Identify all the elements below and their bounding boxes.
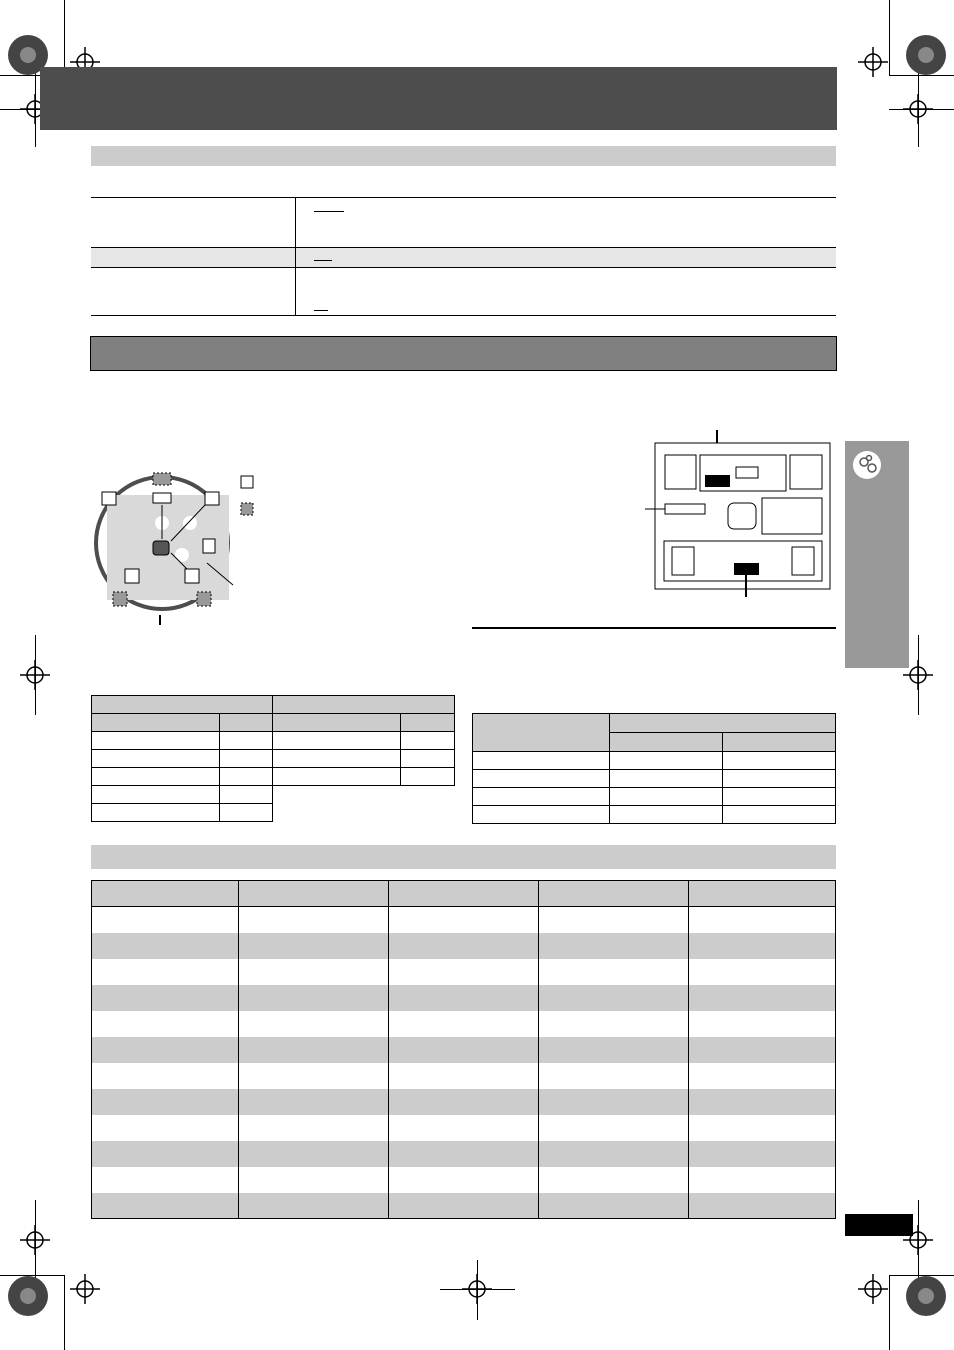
table-cell (473, 752, 610, 770)
table-row (473, 788, 836, 806)
page-number-box (845, 1214, 913, 1236)
table-row (92, 732, 455, 750)
front-right-speaker-icon (790, 455, 822, 489)
speaker-surround-right-icon (185, 569, 199, 583)
group-header (273, 696, 455, 714)
table-cell (539, 1141, 689, 1167)
table-cell (689, 1063, 836, 1089)
table-cell (273, 732, 401, 750)
table-cell (220, 768, 273, 786)
setting-value (296, 198, 837, 248)
table-cell (689, 1193, 836, 1219)
table-cell (689, 1141, 836, 1167)
table-row (92, 786, 455, 804)
table-cell (689, 1115, 836, 1141)
table-cell (539, 1011, 689, 1037)
table-cell (239, 1011, 389, 1037)
table-row (92, 1167, 836, 1193)
rear-left-speaker-icon (672, 547, 694, 575)
table-header-row (92, 696, 455, 714)
column-header (389, 881, 539, 907)
table-cell (92, 1167, 239, 1193)
section-1-header (91, 146, 836, 166)
table-cell (92, 1011, 239, 1037)
table-cell (389, 1167, 539, 1193)
column-header (273, 714, 401, 732)
table-row (92, 1141, 836, 1167)
table-cell (92, 732, 220, 750)
table-header-row (473, 714, 836, 733)
label-box-2 (734, 563, 759, 575)
table-cell (689, 1089, 836, 1115)
table-cell (239, 1063, 389, 1089)
table-header-row (92, 714, 455, 732)
table-cell (723, 788, 836, 806)
table-cell (239, 985, 389, 1011)
column-header (473, 714, 610, 752)
table-row (92, 768, 455, 786)
speaker-front-left-icon (102, 492, 116, 505)
table-row (92, 804, 455, 822)
speaker-rear-right-icon (197, 592, 211, 606)
table-cell (610, 788, 723, 806)
table-cell (689, 1167, 836, 1193)
table-cell (689, 933, 836, 959)
table-cell (389, 1115, 539, 1141)
table-cell (220, 750, 273, 768)
table-cell (539, 907, 689, 933)
distance-table (91, 695, 455, 822)
divider (472, 627, 836, 629)
table-cell (239, 1141, 389, 1167)
setting-value (296, 268, 837, 316)
setting-label (91, 198, 296, 248)
table-row (473, 770, 836, 788)
legend-speaker-icon (241, 476, 253, 488)
table-row (92, 1011, 836, 1037)
table-cell (239, 1193, 389, 1219)
table-cell (273, 750, 401, 768)
table-cell (610, 770, 723, 788)
table-cell (689, 985, 836, 1011)
table-cell (539, 1115, 689, 1141)
table-cell (539, 1037, 689, 1063)
section-2-header (90, 336, 837, 371)
table-cell (92, 1063, 239, 1089)
bottom-table (91, 880, 836, 1219)
table-row (92, 750, 455, 768)
table-cell (92, 750, 220, 768)
table-cell (239, 933, 389, 959)
table-cell (473, 770, 610, 788)
table-cell (689, 1011, 836, 1037)
table-cell (610, 752, 723, 770)
setting-label (91, 268, 296, 316)
column-header (239, 881, 389, 907)
table-cell (539, 1063, 689, 1089)
disc-icon (845, 441, 909, 491)
table-cell (92, 1037, 239, 1063)
table-cell (473, 806, 610, 824)
column-header (539, 881, 689, 907)
side-tab (845, 441, 909, 668)
label-box-1 (705, 475, 730, 487)
table-cell (239, 1089, 389, 1115)
table-cell (220, 786, 273, 804)
table-cell (239, 1037, 389, 1063)
table-cell (220, 804, 273, 822)
table-row (91, 248, 836, 268)
table-cell (92, 933, 239, 959)
column-header (610, 714, 836, 733)
table-cell (539, 985, 689, 1011)
table-cell (92, 985, 239, 1011)
table-cell (239, 959, 389, 985)
speaker-rear-left-icon (113, 592, 127, 606)
center-speaker-icon (736, 467, 758, 478)
table-cell (401, 750, 455, 768)
group-header (92, 696, 273, 714)
table-cell (723, 806, 836, 824)
table-row (92, 1089, 836, 1115)
table-cell (539, 959, 689, 985)
table-row (92, 1193, 836, 1219)
legend-icons (238, 473, 258, 518)
table-row (92, 907, 836, 933)
table-row (92, 933, 836, 959)
table-row (92, 1115, 836, 1141)
speaker-center-icon (153, 493, 171, 503)
table-cell (539, 1167, 689, 1193)
table-cell (92, 1115, 239, 1141)
table-cell (389, 1011, 539, 1037)
subwoofer-icon (203, 539, 215, 553)
table-row (91, 198, 836, 248)
table-cell (389, 1141, 539, 1167)
label-tag (665, 504, 705, 514)
speaker-front-right-icon (205, 492, 219, 505)
table-cell (389, 1089, 539, 1115)
table-cell (539, 933, 689, 959)
column-header (723, 733, 836, 752)
table-cell (723, 752, 836, 770)
table-cell (92, 959, 239, 985)
table-row (92, 959, 836, 985)
table-cell (389, 1193, 539, 1219)
table-cell (610, 806, 723, 824)
speaker-top-icon (153, 473, 171, 485)
table-cell (401, 732, 455, 750)
table-cell (689, 907, 836, 933)
listener-seat-icon (153, 541, 169, 555)
table-cell (389, 933, 539, 959)
column-header (610, 733, 723, 752)
table-cell (723, 770, 836, 788)
table-row (92, 1063, 836, 1089)
table-cell (92, 1141, 239, 1167)
setting-value (296, 248, 837, 268)
table-cell (239, 1167, 389, 1193)
table-row (92, 1037, 836, 1063)
seat-icon (728, 503, 756, 529)
table-cell (92, 907, 239, 933)
marker-b (183, 516, 197, 530)
table-row (473, 752, 836, 770)
table-cell (389, 907, 539, 933)
table-cell (92, 786, 220, 804)
marker-c (175, 548, 189, 562)
table-cell (92, 1089, 239, 1115)
table-cell (389, 959, 539, 985)
table-cell (401, 768, 455, 786)
section-3-header (91, 845, 836, 869)
level-table (472, 713, 836, 824)
subwoofer-area (762, 498, 822, 534)
column-header (689, 881, 836, 907)
rear-right-speaker-icon (792, 547, 814, 575)
table-cell (473, 788, 610, 806)
table-row (91, 268, 836, 316)
table-cell (92, 768, 220, 786)
table-cell (239, 907, 389, 933)
table-cell (539, 1089, 689, 1115)
table-cell (220, 732, 273, 750)
table-header-row (92, 881, 836, 907)
table-cell (239, 1115, 389, 1141)
title-bar (40, 67, 837, 130)
table-cell (389, 985, 539, 1011)
legend-optional-speaker-icon (241, 503, 253, 515)
setting-label (91, 248, 296, 268)
settings-table (91, 197, 836, 316)
table-cell (689, 959, 836, 985)
table-cell (273, 768, 401, 786)
column-header (92, 714, 220, 732)
column-header (220, 714, 273, 732)
speaker-surround-left-icon (125, 569, 139, 583)
table-cell (539, 1193, 689, 1219)
table-cell (92, 804, 220, 822)
column-header (92, 881, 239, 907)
table-cell (689, 1037, 836, 1063)
front-left-speaker-icon (665, 455, 696, 489)
table-cell (92, 1193, 239, 1219)
room-layout-diagram (640, 425, 835, 600)
table-cell (389, 1037, 539, 1063)
table-row (473, 806, 836, 824)
table-cell (389, 1063, 539, 1089)
column-header (401, 714, 455, 732)
table-row (92, 985, 836, 1011)
